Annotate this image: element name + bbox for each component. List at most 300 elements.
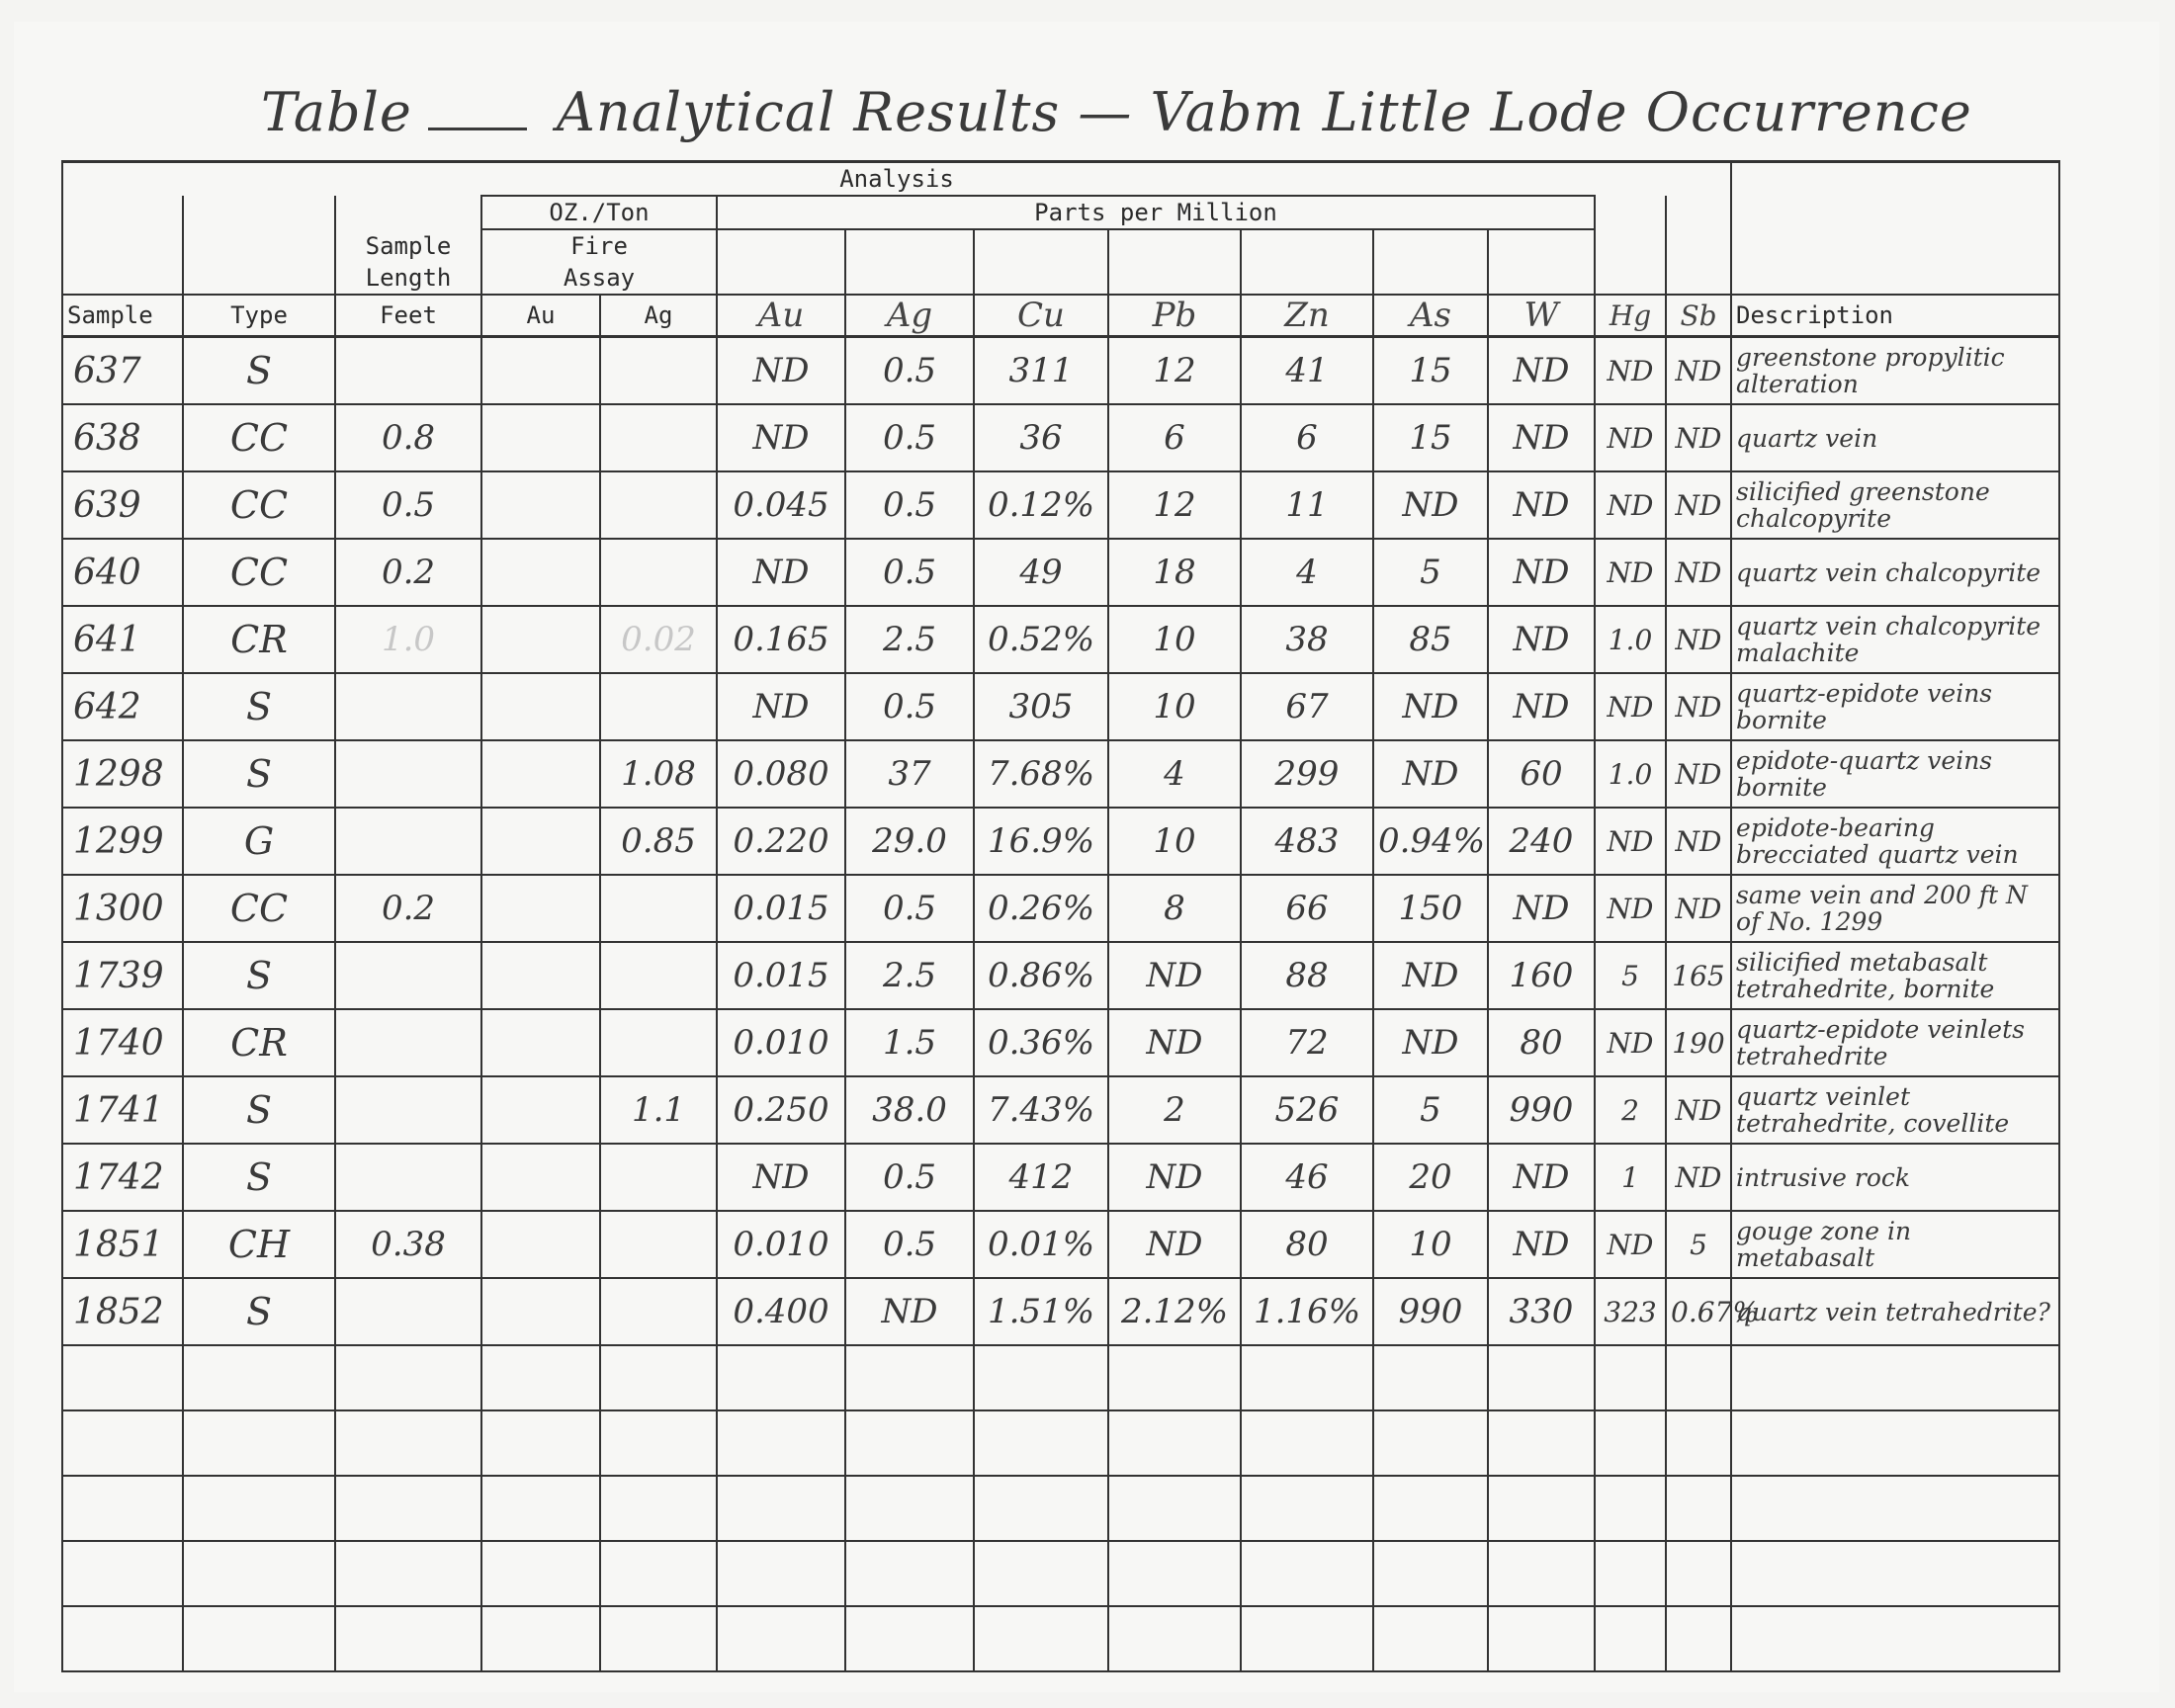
col-oz-au: Au — [481, 295, 600, 337]
table-row — [62, 1278, 2059, 1345]
empty-cell — [62, 1541, 183, 1606]
data-rows — [62, 337, 2059, 1346]
cell-zn: 67 — [1241, 673, 1373, 740]
cell-feet: 0.38 — [335, 1211, 481, 1278]
cell-hg: ND — [1595, 404, 1666, 471]
empty-cell — [1595, 1476, 1666, 1541]
cell-ag: 0.5 — [845, 337, 974, 405]
empty-cell — [600, 1541, 717, 1606]
cell-feet: 0.8 — [335, 404, 481, 471]
empty-cell — [600, 1410, 717, 1476]
cell-pb: 6 — [1108, 404, 1241, 471]
cell-pb: 10 — [1108, 606, 1241, 673]
cell-sb: 5 — [1666, 1211, 1731, 1278]
empty-cell — [1595, 1345, 1666, 1410]
col-feet: Feet — [335, 295, 481, 337]
cell-feet — [335, 740, 481, 808]
cell-cu: 0.12% — [974, 471, 1108, 539]
cell-w: ND — [1488, 404, 1595, 471]
cell-feet — [335, 1076, 481, 1144]
cell-cu: 305 — [974, 673, 1108, 740]
title-blank-line — [428, 128, 527, 130]
cell-feet — [335, 942, 481, 1009]
empty-cell — [717, 1541, 845, 1606]
cell-hg: ND — [1595, 1211, 1666, 1278]
empty-cell — [335, 1410, 481, 1476]
empty-cell — [481, 1476, 600, 1541]
cell-type: S — [183, 1278, 335, 1345]
cell-desc: quartz vein chalcopyrite malachite — [1731, 606, 2059, 673]
empty-cell — [1666, 1476, 1731, 1541]
empty-cell — [717, 1476, 845, 1541]
cell-as: 20 — [1373, 1144, 1488, 1211]
empty-cell — [1666, 1541, 1731, 1606]
cell-w: 240 — [1488, 808, 1595, 875]
cell-cu: 0.26% — [974, 875, 1108, 942]
cell-au: 0.015 — [717, 942, 845, 1009]
cell-hg: ND — [1595, 808, 1666, 875]
cell-feet — [335, 673, 481, 740]
cell-feet — [335, 1278, 481, 1345]
header-blank — [845, 229, 974, 262]
header-blank — [1595, 262, 1666, 295]
cell-ag: 38.0 — [845, 1076, 974, 1144]
empty-cell — [1731, 1410, 2059, 1476]
cell-pb: 10 — [1108, 673, 1241, 740]
cell-pb: 12 — [1108, 471, 1241, 539]
cell-cu: 16.9% — [974, 808, 1108, 875]
empty-cell — [335, 1345, 481, 1410]
cell-zn: 1.16% — [1241, 1278, 1373, 1345]
cell-oz-au — [481, 1009, 600, 1076]
header-spacer — [1731, 162, 2059, 197]
cell-oz-au — [481, 606, 600, 673]
cell-zn: 4 — [1241, 539, 1373, 606]
empty-cell — [1488, 1410, 1595, 1476]
cell-zn: 299 — [1241, 740, 1373, 808]
cell-zn: 46 — [1241, 1144, 1373, 1211]
cell-sb: 165 — [1666, 942, 1731, 1009]
cell-oz-au — [481, 1278, 600, 1345]
cell-type: CC — [183, 875, 335, 942]
cell-oz-ag: 1.1 — [600, 1076, 717, 1144]
cell-sample: 1300 — [62, 875, 183, 942]
empty-cell — [1108, 1606, 1241, 1671]
cell-w: 60 — [1488, 740, 1595, 808]
cell-oz-ag — [600, 1009, 717, 1076]
cell-pb: ND — [1108, 1009, 1241, 1076]
empty-cell — [845, 1410, 974, 1476]
empty-cell — [1731, 1606, 2059, 1671]
col-description: Description — [1731, 295, 2059, 337]
cell-type: G — [183, 808, 335, 875]
cell-feet: 1.0 — [335, 606, 481, 673]
cell-hg: 323 — [1595, 1278, 1666, 1345]
cell-w: ND — [1488, 1144, 1595, 1211]
cell-sample: 1299 — [62, 808, 183, 875]
empty-cell — [717, 1410, 845, 1476]
cell-desc: greenstone propylitic alteration — [1731, 337, 2059, 405]
cell-oz-au — [481, 673, 600, 740]
cell-au: 0.015 — [717, 875, 845, 942]
cell-feet — [335, 337, 481, 405]
cell-sample: 641 — [62, 606, 183, 673]
table-row — [62, 808, 2059, 875]
cell-sb: 0.67% — [1666, 1278, 1731, 1345]
cell-w: ND — [1488, 606, 1595, 673]
empty-cell — [335, 1606, 481, 1671]
cell-oz-au — [481, 1211, 600, 1278]
cell-type: S — [183, 337, 335, 405]
cell-oz-au — [481, 471, 600, 539]
cell-ag: 1.5 — [845, 1009, 974, 1076]
header-blank — [717, 229, 845, 262]
cell-ag: 0.5 — [845, 875, 974, 942]
cell-sb: ND — [1666, 606, 1731, 673]
empty-cell — [1666, 1606, 1731, 1671]
empty-cell — [1373, 1345, 1488, 1410]
cell-oz-au — [481, 1076, 600, 1144]
empty-cell — [1241, 1541, 1373, 1606]
cell-zn: 72 — [1241, 1009, 1373, 1076]
cell-type: CC — [183, 471, 335, 539]
empty-cell — [481, 1345, 600, 1410]
empty-cell — [1108, 1345, 1241, 1410]
cell-type: CR — [183, 606, 335, 673]
sample-length-label-1: Sample — [335, 229, 481, 262]
header-blank — [717, 262, 845, 295]
table-row — [62, 740, 2059, 808]
header-blank — [1595, 196, 1666, 229]
empty-cell — [845, 1606, 974, 1671]
cell-w: 80 — [1488, 1009, 1595, 1076]
cell-feet — [335, 808, 481, 875]
cell-oz-au — [481, 942, 600, 1009]
cell-sb: ND — [1666, 404, 1731, 471]
cell-oz-au — [481, 404, 600, 471]
cell-cu: 0.36% — [974, 1009, 1108, 1076]
header-blank — [62, 196, 183, 229]
table-row — [62, 673, 2059, 740]
cell-as: ND — [1373, 1009, 1488, 1076]
cell-w: 330 — [1488, 1278, 1595, 1345]
cell-desc: quartz vein — [1731, 404, 2059, 471]
cell-w: ND — [1488, 875, 1595, 942]
table-row — [62, 1076, 2059, 1144]
cell-desc: epidote-quartz veins bornite — [1731, 740, 2059, 808]
header-blank — [1108, 229, 1241, 262]
empty-cell — [1488, 1476, 1595, 1541]
empty-cell — [1488, 1606, 1595, 1671]
header-blank — [1373, 229, 1488, 262]
cell-zn: 11 — [1241, 471, 1373, 539]
cell-hg: 2 — [1595, 1076, 1666, 1144]
cell-cu: 0.01% — [974, 1211, 1108, 1278]
cell-as: 15 — [1373, 337, 1488, 405]
cell-sb: ND — [1666, 1144, 1731, 1211]
cell-ag: 37 — [845, 740, 974, 808]
cell-ag: 0.5 — [845, 1211, 974, 1278]
cell-as: ND — [1373, 673, 1488, 740]
cell-oz-au — [481, 808, 600, 875]
cell-pb: 4 — [1108, 740, 1241, 808]
cell-hg: 1.0 — [1595, 740, 1666, 808]
cell-desc: quartz-epidote veins bornite — [1731, 673, 2059, 740]
table-row — [62, 471, 2059, 539]
cell-cu: 49 — [974, 539, 1108, 606]
cell-zn: 41 — [1241, 337, 1373, 405]
table-row — [62, 606, 2059, 673]
cell-ag: 0.5 — [845, 404, 974, 471]
empty-cell — [1666, 1410, 1731, 1476]
empty-cell — [845, 1541, 974, 1606]
cell-oz-au — [481, 875, 600, 942]
cell-oz-ag — [600, 1278, 717, 1345]
cell-zn: 38 — [1241, 606, 1373, 673]
empty-cell — [1731, 1541, 2059, 1606]
col-cu: Cu — [974, 295, 1108, 337]
cell-oz-ag — [600, 1211, 717, 1278]
cell-sb: ND — [1666, 808, 1731, 875]
header-blank — [62, 229, 183, 262]
header-blank — [62, 262, 183, 295]
empty-cell — [183, 1345, 335, 1410]
empty-cell — [62, 1345, 183, 1410]
cell-as: 85 — [1373, 606, 1488, 673]
cell-hg: ND — [1595, 875, 1666, 942]
header-blank — [1241, 229, 1373, 262]
cell-w: ND — [1488, 337, 1595, 405]
cell-au: 0.165 — [717, 606, 845, 673]
empty-cell — [1108, 1541, 1241, 1606]
cell-oz-ag — [600, 337, 717, 405]
cell-pb: ND — [1108, 1211, 1241, 1278]
cell-w: 990 — [1488, 1076, 1595, 1144]
cell-cu: 412 — [974, 1144, 1108, 1211]
table-row — [62, 875, 2059, 942]
cell-cu: 36 — [974, 404, 1108, 471]
cell-type: S — [183, 673, 335, 740]
cell-oz-ag: 1.08 — [600, 740, 717, 808]
cell-sample: 1741 — [62, 1076, 183, 1144]
cell-pb: ND — [1108, 1144, 1241, 1211]
cell-w: 160 — [1488, 942, 1595, 1009]
empty-row — [62, 1606, 2059, 1671]
header-blank — [974, 262, 1108, 295]
cell-desc: quartz vein chalcopyrite — [1731, 539, 2059, 606]
cell-hg: 1.0 — [1595, 606, 1666, 673]
empty-cell — [481, 1606, 600, 1671]
cell-w: ND — [1488, 673, 1595, 740]
cell-pb: 8 — [1108, 875, 1241, 942]
empty-cell — [974, 1476, 1108, 1541]
empty-cell — [335, 1541, 481, 1606]
empty-cell — [1241, 1606, 1373, 1671]
cell-sb: ND — [1666, 471, 1731, 539]
header-blank — [1488, 229, 1595, 262]
cell-zn: 66 — [1241, 875, 1373, 942]
cell-sb: 190 — [1666, 1009, 1731, 1076]
header-row-analysis — [62, 162, 2059, 197]
empty-cell — [845, 1345, 974, 1410]
empty-cell — [1666, 1345, 1731, 1410]
empty-cell — [1731, 1345, 2059, 1410]
cell-as: ND — [1373, 942, 1488, 1009]
cell-desc: quartz veinlet tetrahedrite, covellite — [1731, 1076, 2059, 1144]
header-blank — [1731, 229, 2059, 262]
cell-oz-ag — [600, 1144, 717, 1211]
cell-as: 0.94% — [1373, 808, 1488, 875]
title-text: Analytical Results — Vabm Little Lode Occurrence — [556, 81, 1972, 143]
sample-length-label-2: Length — [335, 262, 481, 295]
title-prefix: Table — [261, 81, 412, 143]
cell-sb: ND — [1666, 673, 1731, 740]
cell-zn: 88 — [1241, 942, 1373, 1009]
empty-cell — [974, 1541, 1108, 1606]
cell-desc: gouge zone in metabasalt — [1731, 1211, 2059, 1278]
table-row — [62, 539, 2059, 606]
cell-ag: 0.5 — [845, 471, 974, 539]
empty-cell — [1488, 1541, 1595, 1606]
empty-cell — [974, 1345, 1108, 1410]
cell-ag: 0.5 — [845, 539, 974, 606]
empty-cell — [481, 1410, 600, 1476]
cell-au: 0.010 — [717, 1211, 845, 1278]
cell-sample: 642 — [62, 673, 183, 740]
cell-as: ND — [1373, 471, 1488, 539]
col-pb: Pb — [1108, 295, 1241, 337]
cell-type: S — [183, 1076, 335, 1144]
col-sample: Sample — [62, 295, 183, 337]
empty-cell — [183, 1410, 335, 1476]
cell-cu: 7.43% — [974, 1076, 1108, 1144]
ppm-header: Parts per Million — [717, 196, 1595, 229]
cell-ag: 0.5 — [845, 673, 974, 740]
cell-sample: 1852 — [62, 1278, 183, 1345]
cell-type: S — [183, 740, 335, 808]
empty-cell — [62, 1410, 183, 1476]
empty-rows — [62, 1345, 2059, 1671]
oz-ton-header: OZ./Ton — [481, 196, 717, 229]
fire-assay-label-2: Assay — [481, 262, 717, 295]
cell-sb: ND — [1666, 875, 1731, 942]
header-blank — [183, 262, 335, 295]
cell-au: ND — [717, 404, 845, 471]
cell-desc: silicified metabasalt tetrahedrite, bornite — [1731, 942, 2059, 1009]
empty-cell — [62, 1476, 183, 1541]
header-blank — [1488, 262, 1595, 295]
header-row-sample-length — [62, 229, 2059, 262]
cell-ag: 0.5 — [845, 1144, 974, 1211]
cell-au: ND — [717, 539, 845, 606]
table-row — [62, 942, 2059, 1009]
header-blank — [1666, 229, 1731, 262]
col-oz-ag: Ag — [600, 295, 717, 337]
cell-desc: epidote-bearing brecciated quartz vein — [1731, 808, 2059, 875]
cell-sample: 640 — [62, 539, 183, 606]
cell-zn: 483 — [1241, 808, 1373, 875]
col-zn: Zn — [1241, 295, 1373, 337]
table-title — [261, 81, 1972, 143]
analysis-table — [61, 160, 2060, 1672]
empty-row — [62, 1476, 2059, 1541]
header-blank — [183, 229, 335, 262]
table-row — [62, 1009, 2059, 1076]
cell-au: 0.045 — [717, 471, 845, 539]
header-row-length-assay — [62, 262, 2059, 295]
cell-type: S — [183, 1144, 335, 1211]
cell-pb: 2 — [1108, 1076, 1241, 1144]
cell-sample: 1851 — [62, 1211, 183, 1278]
empty-cell — [974, 1410, 1108, 1476]
cell-w: ND — [1488, 1211, 1595, 1278]
fire-assay-label-1: Fire — [481, 229, 717, 262]
empty-cell — [62, 1606, 183, 1671]
empty-cell — [717, 1345, 845, 1410]
empty-cell — [600, 1606, 717, 1671]
header-blank — [1731, 196, 2059, 229]
cell-sample: 637 — [62, 337, 183, 405]
cell-cu: 7.68% — [974, 740, 1108, 808]
empty-cell — [845, 1476, 974, 1541]
cell-desc: quartz-epidote veinlets tetrahedrite — [1731, 1009, 2059, 1076]
cell-cu: 1.51% — [974, 1278, 1108, 1345]
cell-w: ND — [1488, 471, 1595, 539]
empty-cell — [1108, 1410, 1241, 1476]
cell-zn: 526 — [1241, 1076, 1373, 1144]
cell-hg: 1 — [1595, 1144, 1666, 1211]
cell-sample: 1739 — [62, 942, 183, 1009]
empty-cell — [481, 1541, 600, 1606]
empty-cell — [717, 1606, 845, 1671]
col-sb: Sb — [1666, 295, 1731, 337]
cell-sample: 639 — [62, 471, 183, 539]
empty-cell — [183, 1606, 335, 1671]
cell-desc: same vein and 200 ft N of No. 1299 — [1731, 875, 2059, 942]
cell-oz-ag — [600, 875, 717, 942]
analysis-header: Analysis — [62, 162, 1731, 197]
cell-sample: 1298 — [62, 740, 183, 808]
header-blank — [1108, 262, 1241, 295]
cell-ag: 2.5 — [845, 942, 974, 1009]
cell-desc: intrusive rock — [1731, 1144, 2059, 1211]
header-row-units — [62, 196, 2059, 229]
cell-au: ND — [717, 1144, 845, 1211]
header-blank — [1241, 262, 1373, 295]
cell-au: 0.010 — [717, 1009, 845, 1076]
cell-as: 15 — [1373, 404, 1488, 471]
cell-pb: ND — [1108, 942, 1241, 1009]
header-blank — [335, 196, 481, 229]
empty-row — [62, 1410, 2059, 1476]
empty-cell — [974, 1606, 1108, 1671]
cell-desc: quartz vein tetrahedrite? — [1731, 1278, 2059, 1345]
empty-cell — [1595, 1410, 1666, 1476]
cell-feet — [335, 1009, 481, 1076]
cell-hg: ND — [1595, 673, 1666, 740]
cell-hg: 5 — [1595, 942, 1666, 1009]
cell-ag: 2.5 — [845, 606, 974, 673]
empty-cell — [1488, 1345, 1595, 1410]
table-row — [62, 337, 2059, 405]
cell-pb: 18 — [1108, 539, 1241, 606]
cell-oz-au — [481, 337, 600, 405]
cell-hg: ND — [1595, 337, 1666, 405]
table-row — [62, 1144, 2059, 1211]
cell-zn: 6 — [1241, 404, 1373, 471]
cell-type: CC — [183, 404, 335, 471]
cell-oz-au — [481, 1144, 600, 1211]
